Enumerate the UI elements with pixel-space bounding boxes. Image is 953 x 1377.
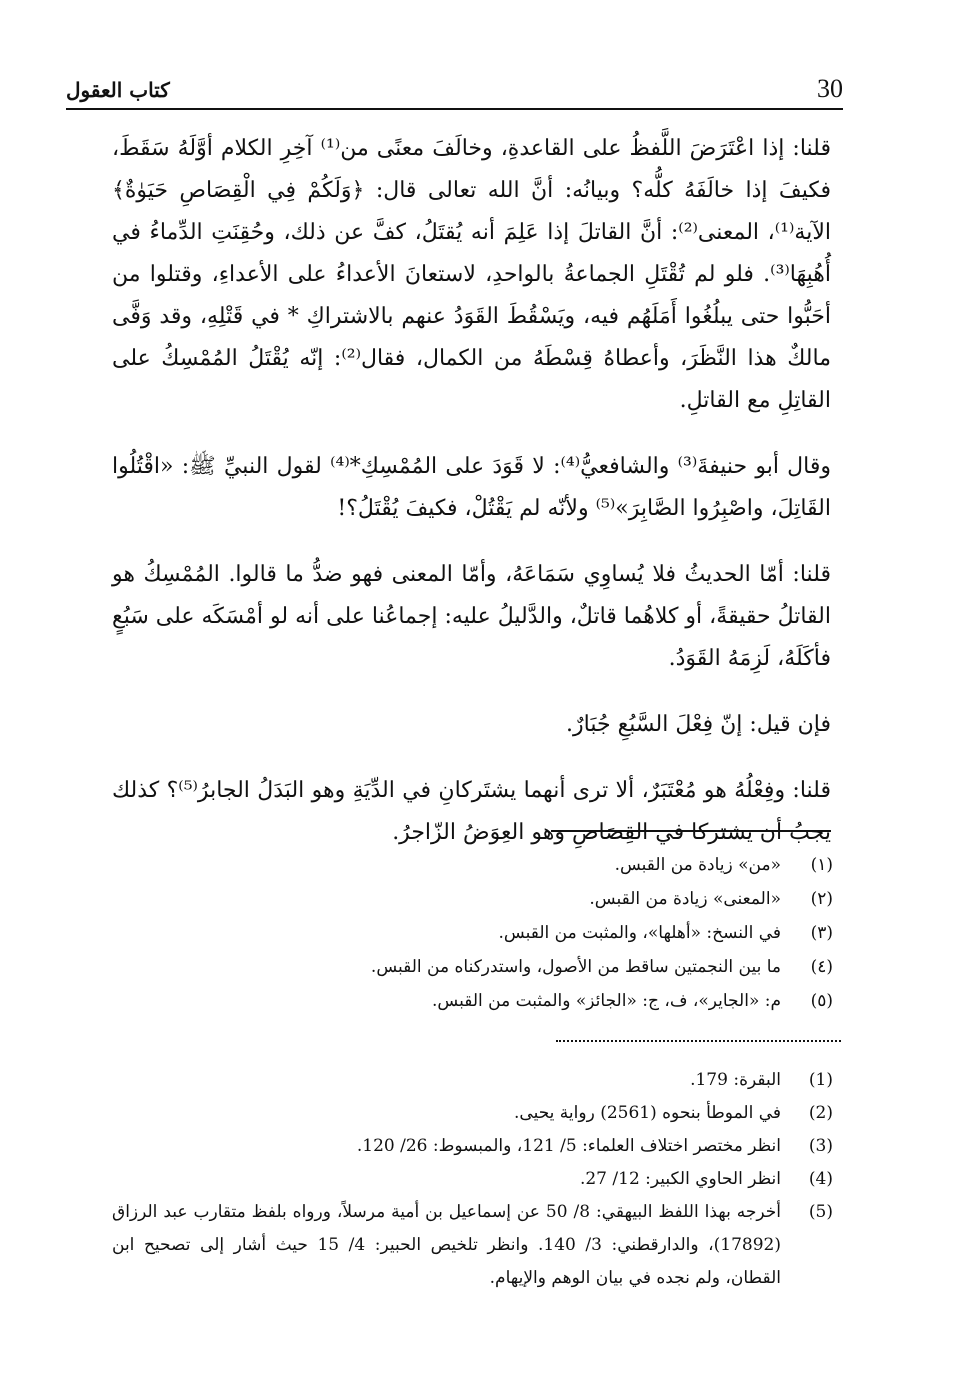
footnote-number: (٤) [810, 957, 833, 977]
footnote-item [112, 882, 841, 916]
page-header [66, 72, 843, 110]
footnote-item [112, 1064, 841, 1097]
footnote-number: (4) [808, 1169, 833, 1189]
paragraph-2: وقال أبو حنيفةَ⁽³⁾ والشافعيُّ⁽⁴⁾: لا قَوَدَ على المُمْسِكِ*⁽⁴⁾ لقول النبيِّ ﷺ: «اقْتُلُوا القَاتِلَ، واصْبِرُوا الصَّابِرَ»⁽⁵⁾ ولأنّه لم يَقْتُلْ، فكيفَ يُقْتَلُ؟! [112, 454, 831, 521]
footnote-number: (١) [810, 855, 833, 875]
source-footnotes [112, 1064, 841, 1295]
paragraph-1: قلنا: إذا اعْتَرَضَ اللَّفظُ على القاعدةِ، وخالَفَ معنًى من⁽¹⁾ آخِرِ الكلام أوَّلَهُ سَقَطَ، فكيفَ إذا خالَفَهُ كلُّه؟ وبيانُه: أنَّ الله تعالى قال: ﴿وَلَكُمْ فِي الْقِصَاصِ حَيَوٰةٌ﴾ الآية⁽¹⁾، المعنى⁽²⁾: أنَّ القاتلَ إذا عَلِمَ أنه يُقتَلُ، كفَّ عن ذلك، وحُقِنَتِ الدِّماءُ في أُهُبِهَا⁽³⁾. فلو لم تُقْتَلِ الجماعةُ بالواحدِ، لاستعانَ الأعداءُ على الأعداءِ، وقتلوا من أحَبُّوا حتى يبلُغُوا أَمَلَهُم فيه، ويَسْقُطَ القَوَدُ عنهم بالاشتراكِ * في قَتْلِهِ، وقد وَفَّى مالكٌ هذا النَّظَرَ، وأعطاهُ قِسْطَهُ من الكمال، فقال⁽²⁾: إنّه يُقْتَلُ المُمْسِكُ على القاتِلِ مع القاتلِ. [112, 136, 831, 413]
footnote-item [112, 916, 841, 950]
footnote-number: (3) [808, 1136, 833, 1156]
footnote-item [112, 1130, 841, 1163]
footnote-number: (٥) [810, 991, 833, 1011]
footnote-text: م: «الجاير»، ف، ج: «الجائز» والمثبت من القبس. [432, 991, 781, 1011]
footnote-item [112, 1196, 841, 1295]
footnote-text: انظر مختصر اختلاف العلماء: 5/ 121، والمبسوط: 26/ 120. [356, 1136, 781, 1156]
footnote-text: «المعنى» زيادة من القبس. [589, 889, 781, 909]
footnote-separator [551, 830, 831, 832]
footnote-item [112, 848, 841, 882]
paragraph-3: قلنا: أمّا الحديثُ فلا يُساوِي سَمَاعَهُ، وأمّا المعنى فهو ضدُّ ما قالوا. المُمْسِكُ هو القاتلُ حقيقةً، أو كلاهُما قاتلٌ، والدَّليلُ عليه: إجماعُنا على أنه لو أمْسَكَه على سَبُعٍ فأكَلَهُ، لَزِمَهُ القَوَدُ. [112, 562, 831, 671]
footnote-text: انظر الحاوي الكبير: 12/ 27. [579, 1169, 781, 1189]
footnote-item [112, 1163, 841, 1196]
running-title: كتاب العقول [66, 78, 170, 102]
page-number: 30 [817, 74, 843, 103]
footnote-number: (٣) [810, 923, 833, 943]
footnote-item [112, 1097, 841, 1130]
footnote-text: في النسخ: «أهلها»، والمثبت من القبس. [498, 923, 781, 943]
footnote-item [112, 984, 841, 1018]
footnote-text: أخرجه بهذا اللفظ البيهقي: 8/ 50 عن إسماعيل بن أمية مرسلاً، ورواه بلفظ متقارب عبد الرزاق (17892)، والدارقطني: 3/ 140. وانظر تلخيص الحبير: 4/ 15 حيث أشار إلى تصحيح ابن القطان، ولم نجده في بيان الوهم والإيهام. [112, 1202, 782, 1288]
footnote-text: ما بين النجمتين ساقط من الأصول، واستدركناه من القبس. [370, 957, 781, 977]
manuscript-footnotes [112, 848, 841, 1018]
footnote-text: «من» زيادة من القبس. [614, 855, 781, 875]
footnote-text: في الموطأ بنحوه (2561) رواية يحيى. [514, 1103, 781, 1123]
main-text [112, 128, 831, 878]
footnote-number: (5) [808, 1202, 833, 1222]
dotted-separator [556, 1040, 841, 1042]
footnote-text: البقرة: 179. [690, 1070, 781, 1090]
footnote-number: (2) [808, 1103, 833, 1123]
paragraph-4: فإن قيل: إنّ فِعْلَ السَّبُعِ جُبَارٌ. [566, 712, 831, 737]
footnote-item [112, 950, 841, 984]
footnote-number: (٢) [810, 889, 833, 909]
paragraph-5: قلنا: وفِعْلُهُ هو مُعْتَبَرٌ، ألا ترى أنهما يشتَركانِ في الدِّيَةِ وهو البَدَلُ الجابرُ⁽⁵⁾؟ كذلك يجبُ أن يشتركا في القِصَاصِ وهو العِوَضُ الزّاجرُ. [112, 778, 831, 845]
footnote-number: (1) [808, 1070, 833, 1090]
